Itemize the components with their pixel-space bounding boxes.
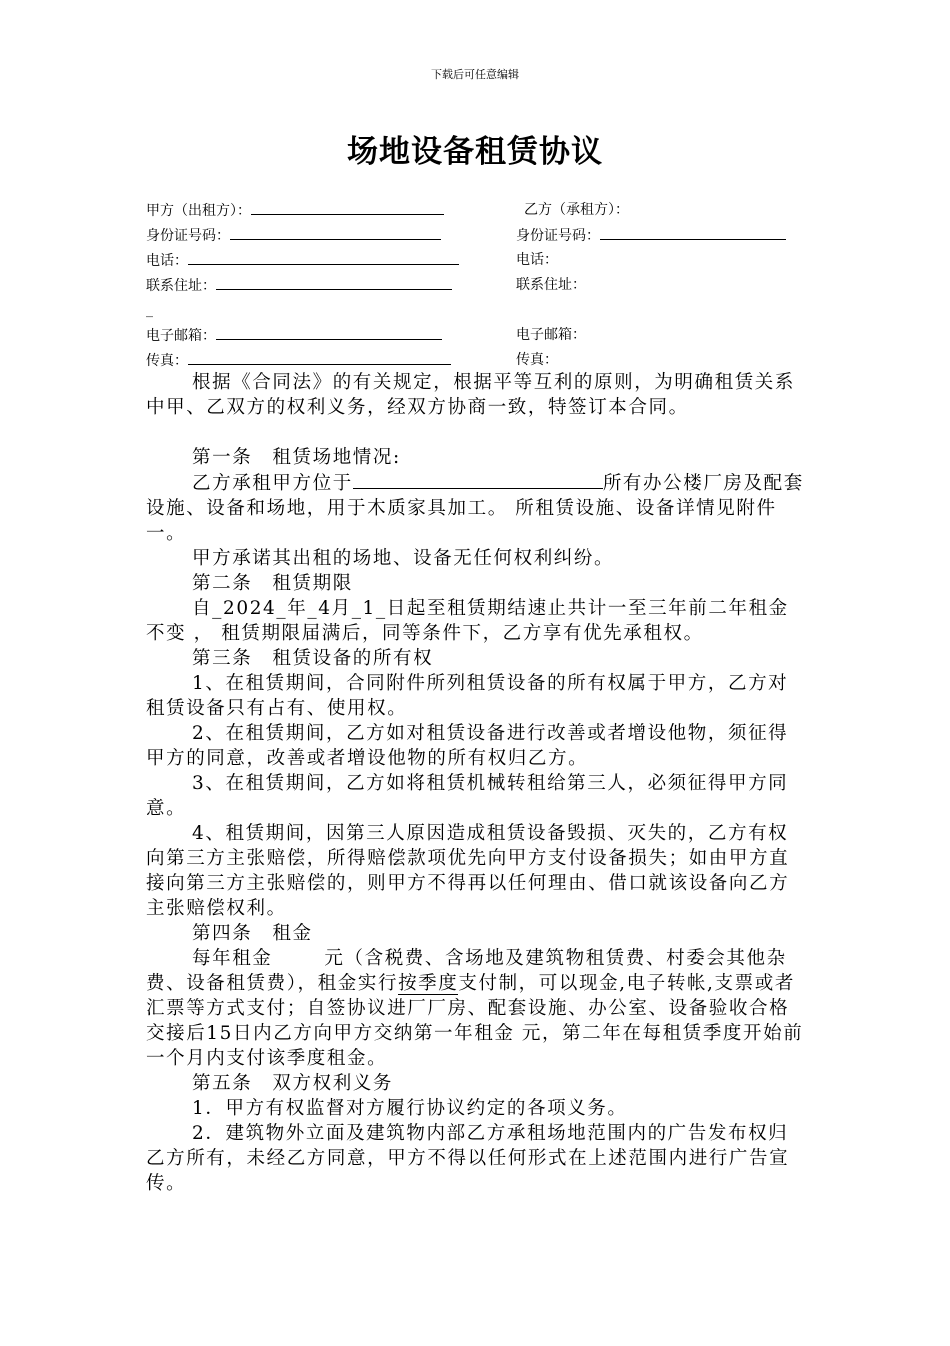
- location-blank[interactable]: [353, 470, 603, 489]
- party-b-id-row: [516, 225, 786, 246]
- party-b-phone-row: [516, 250, 558, 270]
- article-1-paragraph-1: [146, 470, 806, 546]
- party-b-label: 乙方（承租方）：: [524, 202, 629, 218]
- article-5-paragraph-2: 2．建筑物外立面及建筑物内部乙方承租场地范围内的广告发布权归乙方所有，未经乙方同意，甲方不得以任何形式在上述范围内进行广告宣传。: [146, 1123, 790, 1194]
- party-a-fax-row: [146, 350, 451, 371]
- intro-paragraph: 根据《合同法》的有关规定，根据平等互利的原则，为明确租赁关系中甲、乙双方的权利义务，经双方协商一致，特签订本合同。: [146, 372, 796, 418]
- party-a-address-label: 联系住址：: [146, 278, 216, 294]
- article-3-paragraph-1: 1、在租赁期间，合同附件所列租赁设备的所有权属于甲方，乙方对租赁设备只有占有、使用权。: [146, 673, 789, 719]
- party-b-address-row: [516, 275, 586, 295]
- party-b-email-label: 电子邮箱：: [516, 327, 586, 343]
- article-4-text-b: 元（含税费、含场地及建筑物租赁费、村委会其他杂费、设备租赁费），租金实行: [146, 948, 787, 994]
- article-5-heading: 第五条 双方权利义务: [192, 1073, 394, 1094]
- party-a-id-label: 身份证号码：: [146, 228, 230, 244]
- party-a-label: 甲方（出租方）：: [146, 203, 251, 219]
- party-b-id-field[interactable]: [600, 225, 786, 240]
- stray-underscore: _: [146, 302, 153, 318]
- article-2-heading: 第二条 租赁期限: [192, 573, 353, 594]
- page-title: 场地设备租赁协议: [347, 134, 603, 170]
- party-a-email-label: 电子邮箱：: [146, 328, 216, 344]
- party-a-email-row: [146, 325, 442, 346]
- article-2-paragraph-1: 自_2024_年_4月_1_日起至租赁期结速止共计一至三年前二年租金不变 ， 租赁期限届满后，同等条件下，乙方享有优先承租权。: [146, 598, 789, 644]
- party-a-name-field[interactable]: [251, 200, 444, 215]
- party-a-address-field[interactable]: [216, 275, 452, 290]
- party-a-row: [146, 200, 444, 221]
- party-a-fax-label: 传真：: [146, 353, 188, 369]
- article-4-underlined-term: 按季度: [398, 973, 459, 994]
- article-1-text-a: 乙方承租甲方位于: [192, 473, 353, 494]
- party-a-phone-field[interactable]: [188, 250, 459, 265]
- article-1-text-b: 所有办公楼厂房及配套设施、设备和场地，用于木质家具加工。 所租赁设施、设备详情见附件一。: [146, 473, 804, 544]
- party-a-id-row: [146, 225, 441, 246]
- article-4-text-c: 支付制，可以现金,电子转帐,支票或者汇票等方式支付；自签协议进厂厂房、配套设施、办公室、设备验收合格交接后15日内乙方向甲方交纳第一年租金 元，第二年在每租赁季度开始前一个月内支付该季度租金。: [146, 973, 804, 1069]
- party-a-address-row: [146, 275, 452, 296]
- article-1-heading: 第一条 租赁场地情况:: [192, 447, 401, 468]
- article-4-heading: 第四条 租金: [192, 923, 313, 944]
- article-3-paragraph-2: 2、在租赁期间，乙方如对租赁设备进行改善或者增设他物，须征得甲方的同意，改善或者增设他物的所有权归乙方。: [146, 723, 789, 769]
- article-4-paragraph-1: [146, 946, 806, 1071]
- party-b-phone-label: 电话：: [516, 252, 558, 268]
- header-note: 下载后可任意编辑: [431, 68, 519, 81]
- party-a-id-field[interactable]: [230, 225, 441, 240]
- article-3-paragraph-4: 4、租赁期间，因第三人原因造成租赁设备毁损、灭失的，乙方有权向第三方主张赔偿，所得赔偿款项优先向甲方支付设备损失；如由甲方直接向第三方主张赔偿的，则甲方不得再以任何理由、借口就该设备向乙方主张赔偿权利。: [146, 823, 790, 919]
- party-b-address-label: 联系住址：: [516, 277, 586, 293]
- party-a-fax-field[interactable]: [188, 350, 451, 365]
- party-b-fax-label: 传真：: [516, 352, 558, 368]
- party-b-row: [524, 200, 629, 220]
- party-b-email-row: [516, 325, 586, 345]
- party-a-phone-row: [146, 250, 459, 271]
- party-a-phone-label: 电话：: [146, 253, 188, 269]
- party-a-email-field[interactable]: [216, 325, 442, 340]
- party-b-fax-row: [516, 350, 558, 370]
- article-5-paragraph-1: 1．甲方有权监督对方履行协议约定的各项义务。: [192, 1098, 628, 1119]
- party-b-id-label: 身份证号码：: [516, 228, 600, 244]
- article-4-text-a: 每年租金: [192, 948, 273, 969]
- article-3-heading: 第三条 租赁设备的所有权: [192, 648, 434, 669]
- article-3-paragraph-3: 3、在租赁期间，乙方如将租赁机械转租给第三人，必须征得甲方同意。: [146, 773, 789, 819]
- contract-body: [146, 370, 806, 1196]
- article-1-paragraph-2: 甲方承诺其出租的场地、设备无任何权利纠纷。: [192, 548, 615, 569]
